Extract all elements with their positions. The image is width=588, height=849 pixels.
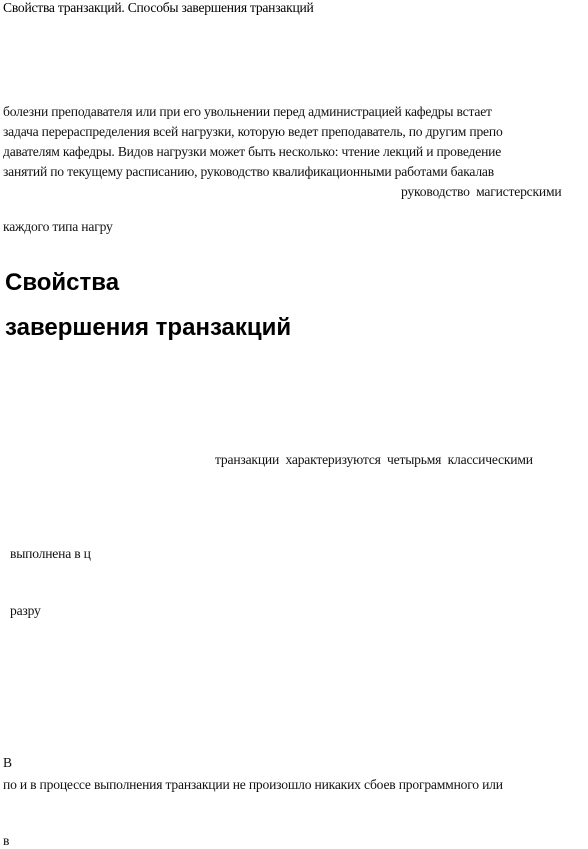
- section-heading-line-1: Свойства: [5, 269, 120, 296]
- body-line: по и в процессе выполнения транзакции не произошло никаких сбоев программного или: [3, 777, 503, 792]
- page-header: Свойства транзакций. Способы завершения транзакций: [3, 0, 314, 15]
- intro-line: болезни преподавателя или при его увольнении перед администрацией кафедры встает: [3, 104, 492, 119]
- body-line: в: [3, 833, 10, 848]
- intro-line: каждого типа нагру: [3, 219, 113, 234]
- body-line: транзакции характеризуются четырьмя классическими: [215, 452, 533, 467]
- intro-line: давателям кафедры. Видов нагрузки может быть несколько: чтение лекций и проведение: [3, 144, 502, 159]
- section-heading-line-2: завершения транзакций: [5, 314, 292, 341]
- intro-line: задача перераспределения всей нагрузки, которую ведет преподаватель, по другим препо: [3, 124, 503, 139]
- body-line: разру: [10, 603, 41, 618]
- body-line: выполнена в ц: [10, 546, 91, 561]
- body-line: В: [3, 755, 12, 770]
- intro-line: занятий по текущему расписанию, руководство квалификационными работами бакалав: [3, 164, 494, 179]
- intro-line: руководство магистерскими: [401, 184, 562, 199]
